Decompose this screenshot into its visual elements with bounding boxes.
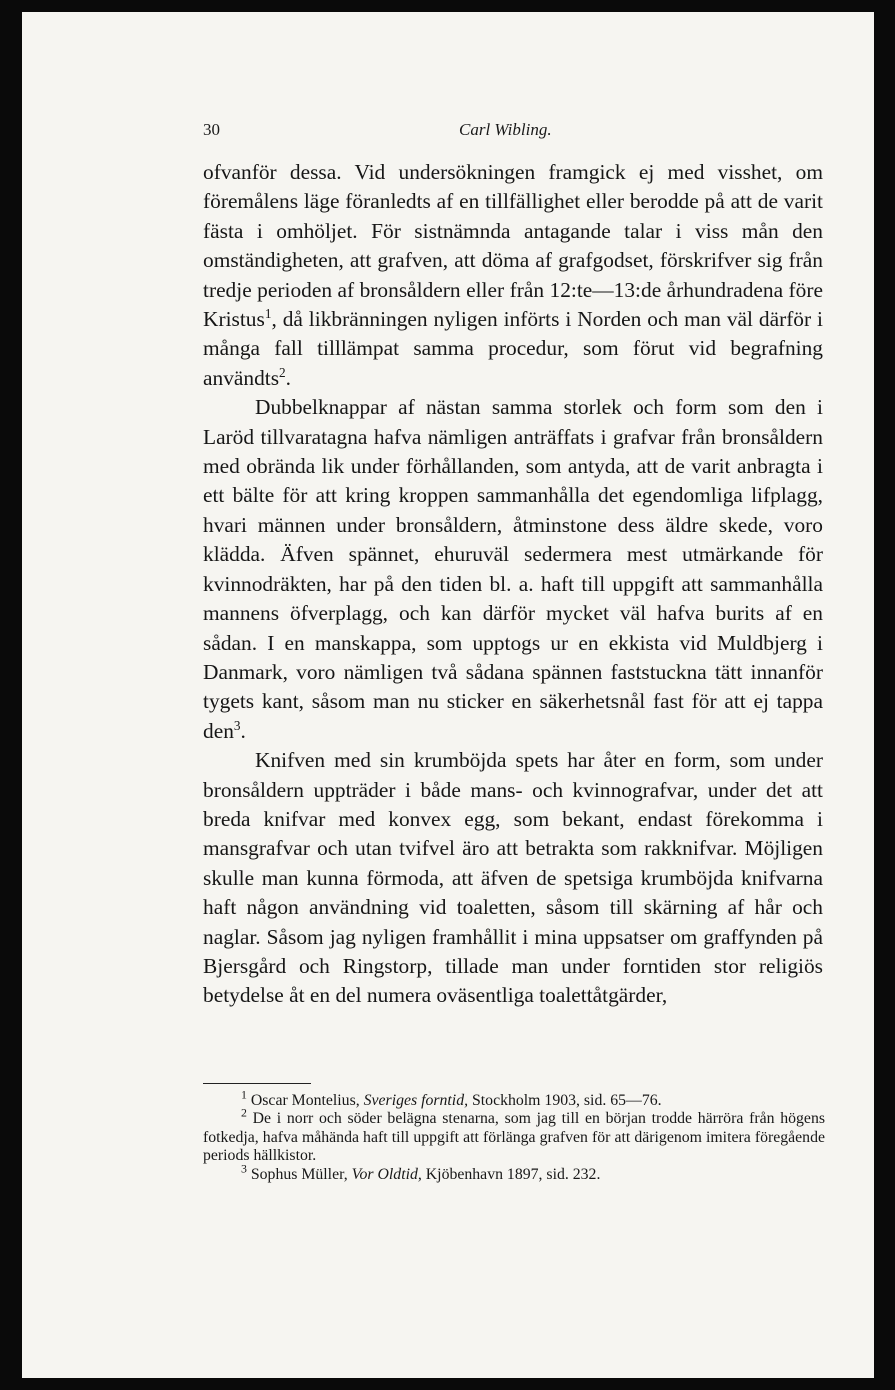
footnotes <box>203 1087 825 1184</box>
footnote <box>203 1106 825 1165</box>
text-run: Oscar Montelius, <box>246 1092 364 1109</box>
page-number: 30 <box>203 120 220 139</box>
text-run: Sophus Müller, <box>246 1165 352 1183</box>
footnote-reference: 3 <box>233 717 241 733</box>
footnote-reference: 1 <box>264 305 272 321</box>
text-run: . <box>240 718 246 743</box>
text-run: Stockholm 1903, sid. 65—76. <box>468 1092 662 1109</box>
footnote-divider <box>203 1083 311 1084</box>
footnote <box>203 1087 825 1110</box>
cited-title: Sveriges forntid, <box>363 1092 469 1109</box>
footnote-number: 1 <box>241 1087 247 1102</box>
footnote <box>203 1161 825 1184</box>
book-page <box>22 12 874 1378</box>
footnote-number: 2 <box>241 1106 247 1121</box>
text-run: Kjöbenhavn 1897, sid. 232. <box>421 1165 601 1183</box>
paragraph <box>203 158 823 393</box>
paragraph <box>203 393 823 746</box>
text-run: ofvanför dessa. Vid undersökningen framgick ej med visshet, om föremålens läge föranledts af en tillfällighet eller berodde på att de varit fästa i omhöljet. För sistnämnda antagande talar i viss mån den omständigheten, att grafven, att döma af grafgodset, förskrifver sig från tredje perioden af bronsåldern eller från 12:te—13:de århundradena före Kristus <box>203 160 823 332</box>
running-title: Carl Wibling. <box>459 120 552 139</box>
cited-title: Vor Oldtid, <box>351 1165 422 1183</box>
text-run: Dubbelknappar af nästan samma storlek och form som den i Laröd tillvaratagna hafva nämligen anträffats i grafvar från bronsåldern med obrända lik under förhållanden, som antyda, att de varit anbragta i ett bälte för att kring kroppen sammanhålla det egendomliga lifplagg, hvari männen under bronsåldern, åtminstone dess äldre skede, voro klädda. Äfven spännet, ehuruväl sedermera mest utmärkande för kvinnodräkten, har på den tiden bl. a. haft till uppgift att sammanhålla mannens öfverplagg, och kan därför mycket väl hafva burits af en sådan. I en manskappa, som upptogs ur en ekkista vid Muldbjerg i Danmark, voro nämligen två sådana spännen faststuckna tätt innanför tygets kant, såsom man nu sticker en säkerhetsnål fast för att ej tappa den <box>203 395 823 743</box>
text-run: . <box>285 365 292 390</box>
paragraph <box>203 746 823 1011</box>
body-text <box>203 158 823 1011</box>
running-head <box>203 120 845 144</box>
text-run: Knifven med sin krumböjda spets har åter en form, som under bronsåldern uppträder i både mans- och kvinnografvar, under det att breda knifvar med konvex egg, som bekant, endast förekomma i mansgrafvar och utan tvifvel äro att betrakta som rakknifvar. Möjligen skulle man kunna förmoda, att äfven de spetsiga krumböjda knifvarna haft någon användning vid toaletten, såsom till skärning af hår och naglar. Såsom jag nyligen framhållit i mina uppsatser om graffynden på Bjersgård och Ringstorp, tillade man under forntiden stor religiös betydelse åt en del numera oväsentliga toalettåtgärder, <box>203 748 823 1008</box>
footnote-number: 3 <box>241 1161 247 1176</box>
text-run: De i norr och söder belägna stenarna, som jag till en början trodde härröra från högens fotkedja, hafva måhända haft till uppgift att förlänga grafven för att därigenom imitera föregående periods hällkistor. <box>203 1110 825 1165</box>
footnote-reference: 2 <box>279 364 286 380</box>
text-run: , då likbränningen nyligen införts i Norden och man väl därför i många fall tilllämpat samma procedur, som förut vid begrafning användts <box>203 307 823 390</box>
